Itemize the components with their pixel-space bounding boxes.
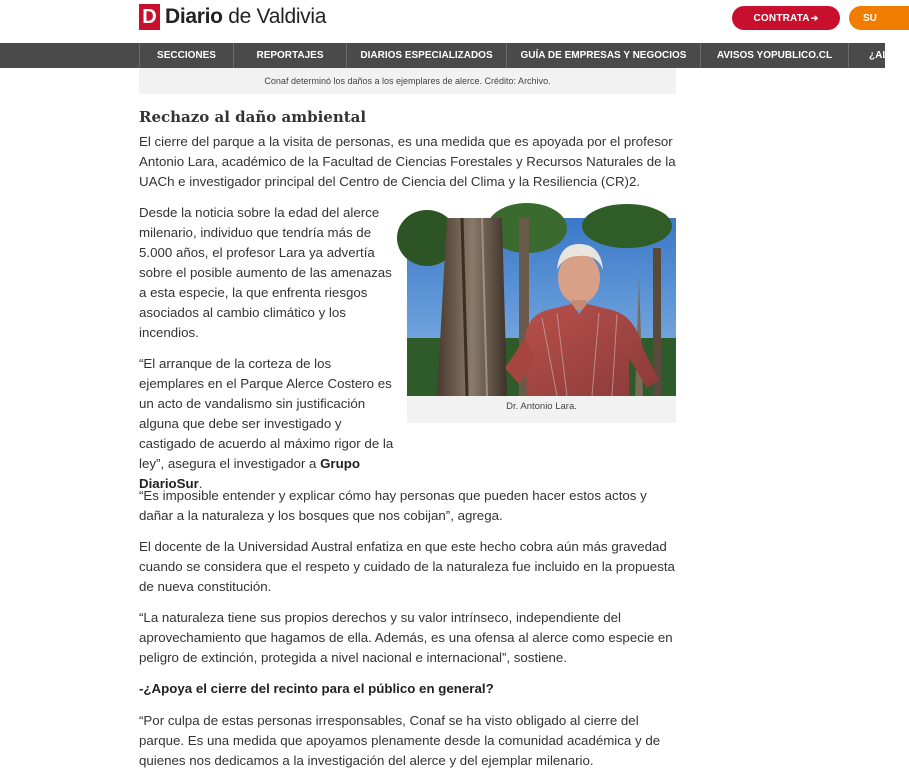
nav-item-diarios-especializados[interactable]: DIARIOS ESPECIALIZADOS	[346, 43, 506, 68]
paragraph-3-text: “El arranque de la corteza de los ejemplares en el Parque Alerce Costero es un acto de vandalismo sin justificación alguna que debe ser investigado y castigado de acuerdo al máximo rigor de la ley”, asegura el investigador a	[139, 356, 394, 471]
contrata-button[interactable]	[732, 6, 840, 30]
article-paragraph-1: El cierre del parque a la visita de personas, es una medida que es apoyada por el profesor Antonio Lara, académico de la Facultad de Ciencias Forestales y Recursos Naturales de la UACh e investigador principal del Centro de Ciencia del Clima y la Resiliencia (CR)2.	[139, 134, 676, 189]
question-text: -¿Apoya el cierre del recinto para el público en general?	[139, 681, 494, 696]
main-nav	[0, 43, 889, 68]
article-paragraph-2: Desde la noticia sobre la edad del alerce milenario, individuo que tendría más de 5.000 años, el profesor Lara ya advertía sobre el posible aumento de las amenazas a esta especie, la que enfrenta riesgos asociados al cambio climático y los incendios.	[139, 205, 392, 340]
nav-item-secciones[interactable]: SECCIONES	[139, 43, 233, 68]
nav-item-avisos[interactable]: AVISOS YOPUBLICO.CL	[700, 43, 848, 68]
contrata-label: CONTRATA	[753, 12, 810, 24]
logo-mark-icon: D	[139, 4, 160, 30]
article-paragraph-5: El docente de la Universidad Austral enfatiza en que este hecho cobra aún más gravedad cuando se considera que el respeto y cuidado de la naturaleza fue incluido en la propuesta de nueva constitución.	[139, 539, 675, 594]
nav-item-reportajes[interactable]: REPORTAJES	[233, 43, 346, 68]
article-paragraph-3	[139, 354, 395, 494]
paragraph-3-source: Grupo DiarioSur	[139, 456, 360, 491]
article-paragraph-6: “La naturaleza tiene sus propios derechos y su valor intrínseco, independiente del aprovechamiento que hagamos de ella. Además, es una ofensa al alerce como especie en peligro de extinción, protegida a nivel nacional e internacional”, sostiene.	[139, 610, 673, 665]
article-question	[139, 679, 676, 699]
article-subtitle: Rechazo al daño ambiental	[139, 108, 367, 126]
article-paragraph-4: “Es imposible entender y explicar cómo hay personas que pueden hacer estos actos y dañar a la naturaleza y los bosques que nos cobijan”, agrega.	[139, 488, 647, 523]
logo-text	[165, 5, 326, 29]
site-logo[interactable]	[139, 3, 326, 31]
nav-item-guia-empresas[interactable]: GUÍA DE EMPRESAS Y NEGOCIOS	[506, 43, 700, 68]
top-image-caption: Conaf determinó los daños a los ejemplares de alerce. Crédito: Archivo.	[139, 68, 676, 94]
photo-antonio-lara[interactable]	[407, 218, 676, 396]
photo-caption: Dr. Antonio Lara.	[506, 401, 577, 412]
article-paragraph-8: “Por culpa de estas personas irresponsables, Conaf se ha visto obligado al cierre del parque. Es una medida que apoyamos plenamente desde la comunidad académica y de quienes nos dedicamos a la investigación del alerce y del ejemplar milenario.	[139, 713, 661, 768]
site-header	[0, 0, 885, 43]
logo-text-rest: de Valdivia	[222, 5, 327, 28]
arrow-right-icon: ➔	[810, 12, 819, 23]
nav-item-more[interactable]: ¿AL	[848, 43, 908, 68]
logo-text-bold: Diario	[165, 5, 223, 28]
paragraph-3-end: .	[198, 476, 203, 491]
photo-figure	[407, 218, 676, 423]
photo-image	[407, 218, 676, 396]
subscribe-button[interactable]: SU	[849, 6, 909, 30]
